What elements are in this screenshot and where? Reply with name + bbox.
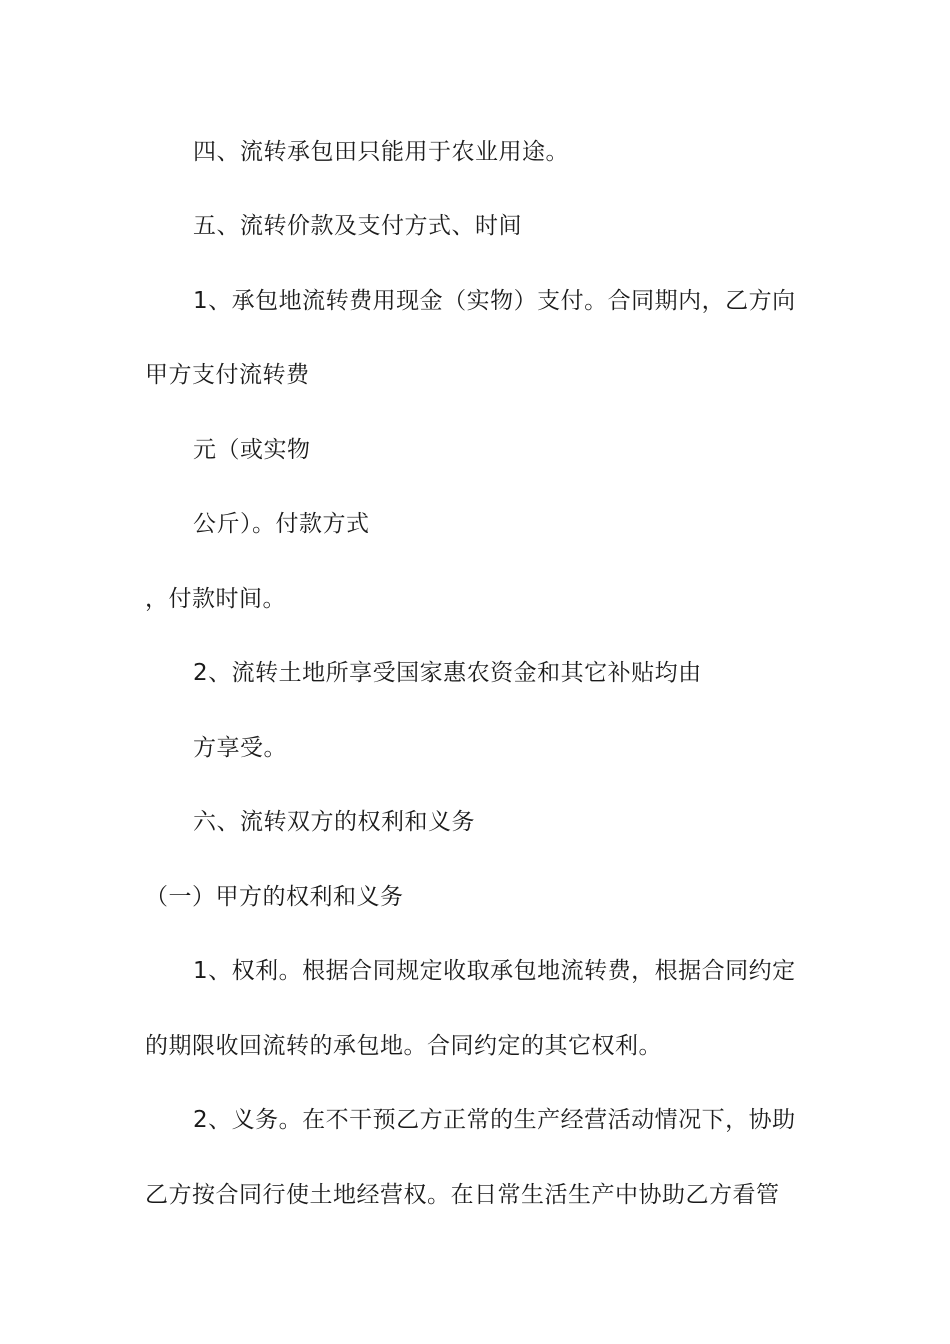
paragraph-line: 元（或实物 (193, 437, 311, 463)
section-heading-payment: 五、流转价款及支付方式、时间 (193, 213, 522, 239)
section-heading-rights: 六、流转双方的权利和义务 (193, 809, 475, 835)
paragraph-line: 1、权利。根据合同规定收取承包地流转费，根据合同约定 (193, 958, 796, 984)
paragraph-line: 乙方按合同行使土地经营权。在日常生活生产中协助乙方看管 (145, 1182, 780, 1208)
section-heading-land-use: 四、流转承包田只能用于农业用途。 (193, 139, 569, 165)
paragraph-line: 2、流转土地所享受国家惠农资金和其它补贴均由 (193, 660, 702, 686)
paragraph-line: 公斤）。付款方式 (193, 511, 370, 537)
subsection-heading-party-a: （一）甲方的权利和义务 (145, 884, 404, 910)
paragraph-line: 的期限收回流转的承包地。合同约定的其它权利。 (145, 1033, 662, 1059)
paragraph-line: ，付款时间。 (145, 586, 286, 612)
paragraph-line: 1、承包地流转费用现金（实物）支付。合同期内，乙方向 (193, 288, 796, 314)
paragraph-line: 方享受。 (193, 735, 287, 761)
paragraph-line: 2、义务。在不干预乙方正常的生产经营活动情况下，协助 (193, 1107, 796, 1133)
paragraph-line: 甲方支付流转费 (145, 362, 310, 388)
